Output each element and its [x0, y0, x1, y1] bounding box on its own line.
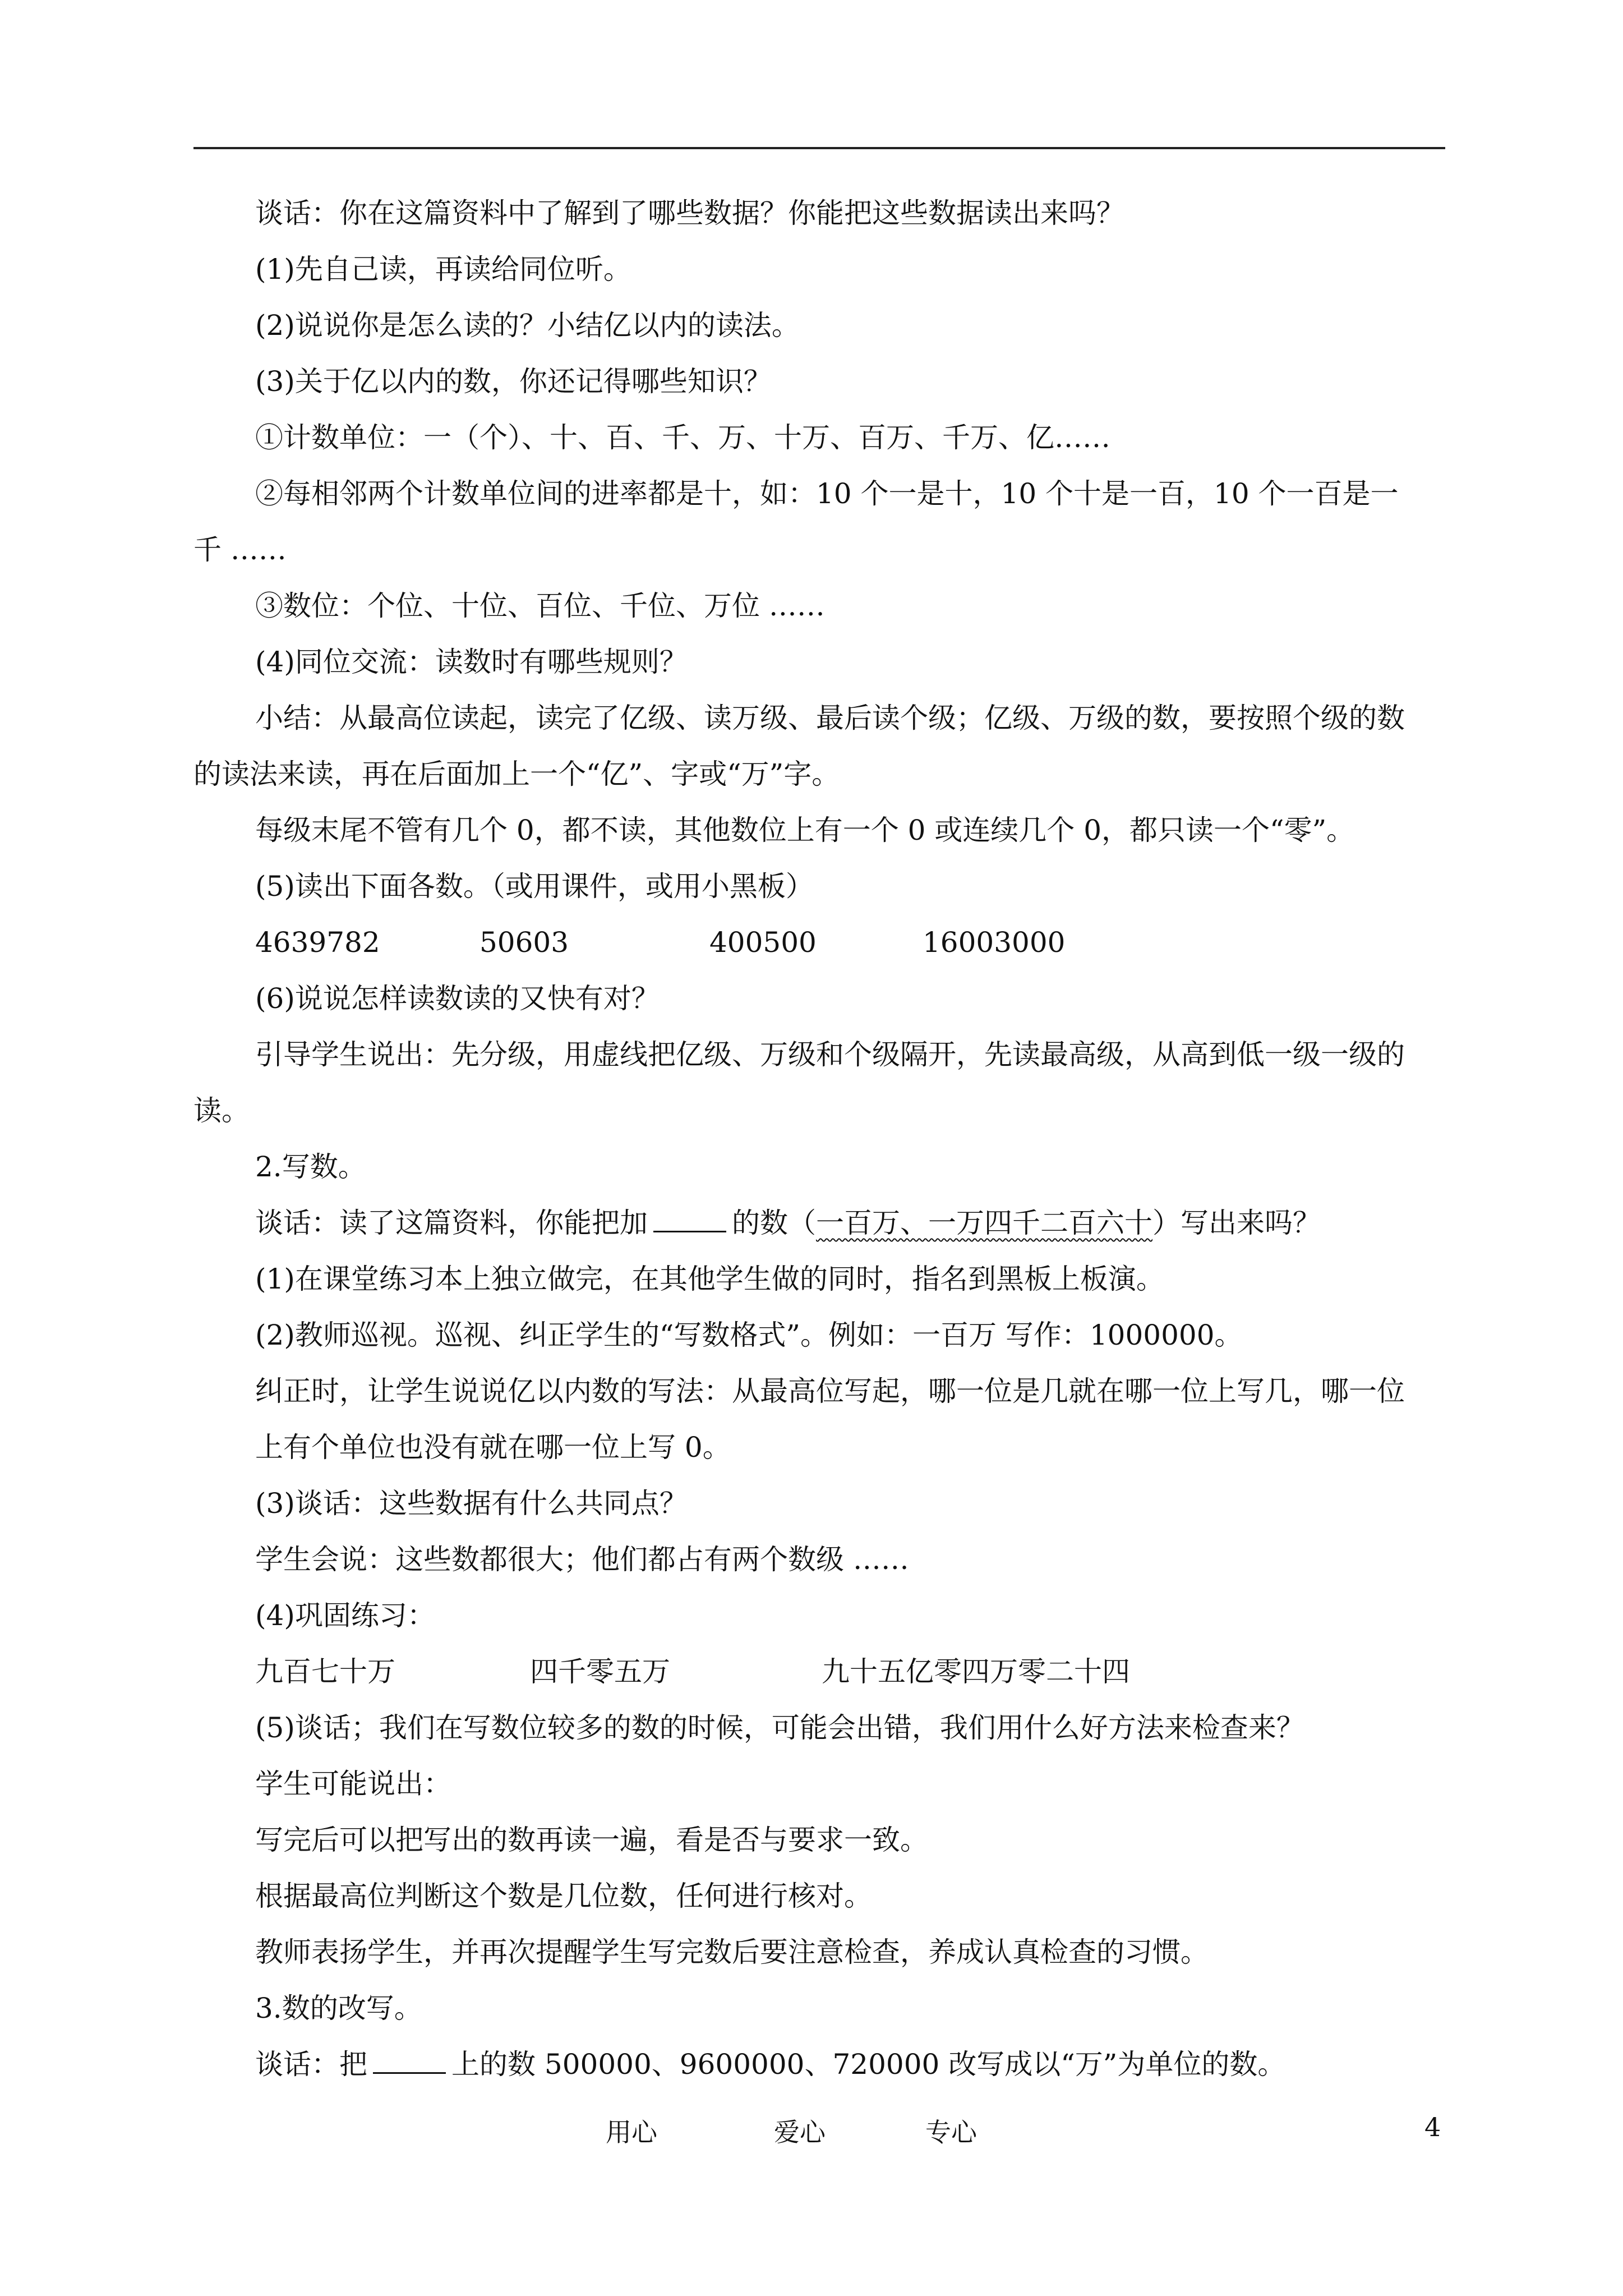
- footer-text: 爱心: [774, 2117, 826, 2147]
- paragraph: (3)谈话：这些数据有什么共同点？: [255, 1487, 688, 1520]
- number-item: 16003000: [923, 926, 1066, 959]
- paragraph: 教师表扬学生，并再次提醒学生写完数后要注意检查，养成认真检查的习惯。: [255, 1936, 1209, 1968]
- paragraph: 谈话：你在这篇资料中了解到了哪些数据？你能把这些数据读出来吗？: [255, 197, 1124, 229]
- paragraph: ①计数单位：一（个）、十、百、千、万、十万、百万、千万、亿……: [255, 421, 1110, 454]
- practice-item: 九百七十万: [255, 1655, 395, 1688]
- number-list: [193, 914, 1445, 970]
- paragraph: (4)同位交流：读数时有哪些规则？: [255, 646, 688, 678]
- practice-item: 四千零五万: [530, 1655, 670, 1688]
- paragraph: (1)先自己读，再读给同位听。: [255, 253, 631, 286]
- paragraph: (5)读出下面各数。（或用课件，或用小黑板）: [255, 870, 814, 903]
- paragraph: 引导学生说出：先分级，用虚线把亿级、万级和个级隔开，先读最高级，从高到低一级一级的: [255, 1038, 1405, 1071]
- paragraph-continuation: 的读法来读，再在后面加上一个“亿”、字或“万”字。: [193, 758, 840, 790]
- paragraph: (2)教师巡视。巡视、纠正学生的“写数格式”。例如：一百万 写作：1000000。: [255, 1319, 1243, 1351]
- header-rule: [193, 147, 1445, 149]
- footer-text: 专心: [925, 2117, 977, 2147]
- paragraph: ②每相邻两个计数单位间的进率都是十，如：10 个一是十，10 个十是一百，10 个一百是一: [255, 477, 1399, 510]
- paragraph-continuation: 上有个单位也没有就在哪一位上写 0。: [255, 1431, 731, 1464]
- paragraph: (2)说说你是怎么读的？小结亿以内的读法。: [255, 309, 800, 342]
- practice-item: 九十五亿零四万零二十四: [822, 1655, 1130, 1688]
- paragraph: (6)说说怎样读数读的又快有对？: [255, 982, 660, 1015]
- fill-blank: [373, 2046, 446, 2074]
- text-segment: 上的数 500000、9600000、720000 改写成以“万”为单位的数。: [451, 2048, 1286, 2081]
- text-segment: 谈话：把: [255, 2048, 367, 2081]
- wavy-underlined-text: 一百万、一万四千二百六十: [816, 1207, 1152, 1239]
- paragraph: (5)谈话；我们在写数位较多的数的时候，可能会出错，我们用什么好方法来检查来？: [255, 1711, 1304, 1744]
- paragraph: 根据最高位判断这个数是几位数，任何进行核对。: [255, 1880, 872, 1912]
- paragraph-continuation: 千 ……: [193, 533, 287, 566]
- paragraph: 每级末尾不管有几个 0，都不读，其他数位上有一个 0 或连续几个 0，都只读一个“零”。: [255, 814, 1355, 846]
- paragraph: [193, 1195, 1445, 1251]
- practice-list: [193, 1644, 1445, 1700]
- paragraph: ③数位：个位、十位、百位、千位、万位 ……: [255, 590, 825, 622]
- text-segment: ）写出来吗？: [1152, 1207, 1321, 1239]
- text-segment: 谈话：读了这篇资料，你能把加: [255, 1207, 648, 1239]
- paragraph: 学生可能说出：: [255, 1768, 451, 1800]
- paragraph: 小结：从最高位读起，读完了亿级、读万级、最后读个级；亿级、万级的数，要按照个级的数: [255, 702, 1405, 734]
- section-heading: 3.数的改写。: [255, 1992, 422, 2024]
- paragraph: [193, 2036, 1445, 2092]
- document-body: [193, 185, 1445, 2092]
- paragraph: 学生会说：这些数都很大；他们都占有两个数级 ……: [255, 1543, 909, 1576]
- text-segment: 的数（: [732, 1207, 816, 1239]
- paragraph: 纠正时，让学生说说亿以内数的写法：从最高位写起，哪一位是几就在哪一位上写几，哪一位: [255, 1375, 1405, 1407]
- paragraph: (3)关于亿以内的数，你还记得哪些知识？: [255, 365, 772, 398]
- page-number: 4: [1424, 2112, 1441, 2142]
- number-item: 4639782: [255, 926, 380, 959]
- number-item: 400500: [709, 926, 817, 959]
- fill-blank: [653, 1205, 726, 1232]
- paragraph: (1)在课堂练习本上独立做完，在其他学生做的同时，指名到黑板上板演。: [255, 1263, 1164, 1295]
- paragraph-continuation: 读。: [193, 1094, 250, 1127]
- paragraph: 写完后可以把写出的数再读一遍，看是否与要求一致。: [255, 1824, 928, 1856]
- footer-text: 用心: [606, 2117, 657, 2147]
- number-item: 50603: [479, 926, 569, 959]
- section-heading: 2.写数。: [255, 1151, 366, 1183]
- paragraph: (4)巩固练习：: [255, 1599, 435, 1632]
